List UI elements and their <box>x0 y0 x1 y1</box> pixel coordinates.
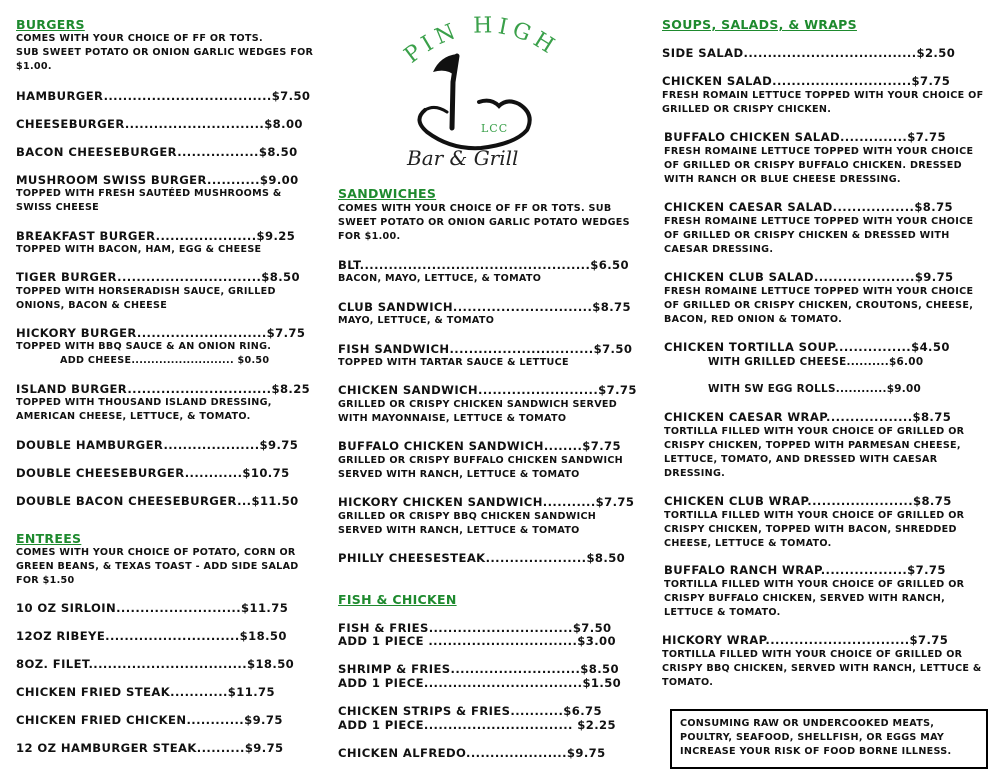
item-description: CRISPY BUFFALO CHICKEN, SERVED WITH RANCH, <box>664 593 946 604</box>
burgers-intro: $1.00. <box>16 61 52 72</box>
pin-high-logo <box>395 10 575 180</box>
burgers-intro: COMES WITH YOUR CHOICE OF FF OR TOTS. <box>16 33 263 44</box>
menu-item: HICKORY BURGER...........................$7.75 <box>16 326 306 340</box>
menu-item: 12 OZ HAMBURGER STEAK..........$9.75 <box>16 741 284 755</box>
item-description: SERVED WITH RANCH, LETTUCE & TOMATO <box>338 525 580 536</box>
sandwiches-heading: SANDWICHES <box>338 186 437 201</box>
menu-item: BACON CHEESEBURGER.................$8.50 <box>16 145 298 159</box>
item-description: FRESH ROMAINE LETTUCE TOPPED WITH YOUR CHOICE <box>664 286 974 297</box>
burgers-heading: BURGERS <box>16 17 85 32</box>
menu-item: CHICKEN TORTILLA SOUP................$4.50 <box>664 340 950 354</box>
item-description: FRESH ROMAINE LETTUCE TOPPED WITH YOUR CHOICE <box>664 146 974 157</box>
item-description: TOPPED WITH TARTAR SAUCE & LETTUCE <box>338 357 569 368</box>
svg-text:PIN HIGH: PIN HIGH <box>399 13 563 69</box>
item-description: SWISS CHEESE <box>16 202 100 213</box>
item-description: GRILLED OR CRISPY CHICKEN. <box>662 104 832 115</box>
logo-subtitle: Bar & Grill <box>407 146 519 170</box>
notice-line: CONSUMING RAW OR UNDERCOOKED MEATS, <box>680 718 935 729</box>
item-description: OF GRILLED OR CRISPY BUFFALO CHICKEN. DRESSED <box>664 160 962 171</box>
menu-item: CHICKEN CAESAR SALAD.................$8.75 <box>664 200 954 214</box>
sandwiches-intro: SWEET POTATO OR ONION GARLIC POTATO WEDGES <box>338 217 630 228</box>
item-description: TOMATO. <box>662 677 714 688</box>
entrees-intro: GREEN BEANS, & TEXAS TOAST - ADD SIDE SALAD <box>16 561 299 572</box>
menu-item: DOUBLE BACON CHEESEBURGER...$11.50 <box>16 494 299 508</box>
item-description: CHEESE, LETTUCE & TOMATO. <box>664 538 832 549</box>
menu-item: CHICKEN FRIED STEAK............$11.75 <box>16 685 275 699</box>
entrees-heading: ENTREES <box>16 531 82 546</box>
item-description: TOPPED WITH THOUSAND ISLAND DRESSING, <box>16 397 272 408</box>
item-description: TOPPED WITH BBQ SAUCE & AN ONION RING. <box>16 341 272 352</box>
menu-item: ISLAND BURGER..............................$8.25 <box>16 382 311 396</box>
menu-item: 8OZ. FILET.................................$18.50 <box>16 657 295 671</box>
item-description: TOPPED WITH BACON, HAM, EGG & CHEESE <box>16 244 262 255</box>
notice-line: POULTRY, SEAFOOD, SHELLFISH, OR EGGS MAY <box>680 732 945 743</box>
item-description: CRISPY BBQ CHICKEN, SERVED WITH RANCH, LETTUCE & <box>662 663 982 674</box>
menu-item: DOUBLE HAMBURGER....................$9.75 <box>16 438 299 452</box>
menu-item: FISH & FRIES..............................$7.50 <box>338 621 612 635</box>
menu-item: FISH SANDWICH..............................$7.50 <box>338 342 633 356</box>
soups-salads-wraps-heading: SOUPS, SALADS, & WRAPS <box>662 17 857 32</box>
item-description: BACON, MAYO, LETTUCE, & TOMATO <box>338 273 542 284</box>
menu-item: DOUBLE CHEESEBURGER............$10.75 <box>16 466 290 480</box>
menu-item: CHICKEN CLUB WRAP......................$8.75 <box>664 494 952 508</box>
menu-item: CHICKEN FRIED CHICKEN............$9.75 <box>16 713 283 727</box>
menu-item: HICKORY CHICKEN SANDWICH...........$7.75 <box>338 495 635 509</box>
menu-item: HICKORY WRAP..............................$7.75 <box>662 633 949 647</box>
entrees-intro: COMES WITH YOUR CHOICE OF POTATO, CORN OR <box>16 547 296 558</box>
menu-item: BUFFALO CHICKEN SALAD..............$7.75 <box>664 130 946 144</box>
menu-item: CHICKEN STRIPS & FRIES...........$6.75 <box>338 704 602 718</box>
menu-item: CHICKEN ALFREDO.....................$9.75 <box>338 746 606 760</box>
menu-item: ADD 1 PIECE ...............................$3.00 <box>338 634 616 648</box>
menu-item: 12OZ RIBEYE............................$18.50 <box>16 629 287 643</box>
menu-item: CHEESEBURGER.............................$8.00 <box>16 117 303 131</box>
item-description: FRESH ROMAINE LETTUCE TOPPED WITH YOUR CHOICE <box>664 216 974 227</box>
sandwiches-intro: FOR $1.00. <box>338 231 401 242</box>
item-description: TORTILLA FILLED WITH YOUR CHOICE OF GRILLED OR <box>664 579 965 590</box>
item-description: GRILLED OR CRISPY CHICKEN SANDWICH SERVED <box>338 399 618 410</box>
item-description: OF GRILLED OR CRISPY CHICKEN & DRESSED WITH <box>664 230 950 241</box>
item-description: DRESSING. <box>664 468 726 479</box>
item-description: GRILLED OR CRISPY BUFFALO CHICKEN SANDWICH <box>338 455 624 466</box>
menu-item: CHICKEN CLUB SALAD.....................$9.75 <box>664 270 954 284</box>
notice-line: INCREASE YOUR RISK OF FOOD BORNE ILLNESS. <box>680 746 952 757</box>
entrees-intro: FOR $1.50 <box>16 575 75 586</box>
item-description: TORTILLA FILLED WITH YOUR CHOICE OF GRILLED OR <box>662 649 963 660</box>
logo-club-text: LCC <box>481 122 509 135</box>
menu-item: CHICKEN SALAD.............................$7.75 <box>662 74 951 88</box>
menu-item: MUSHROOM SWISS BURGER...........$9.00 <box>16 173 299 187</box>
menu-item: CHICKEN CAESAR WRAP..................$8.75 <box>664 410 952 424</box>
item-description: TOPPED WITH HORSERADISH SAUCE, GRILLED <box>16 286 276 297</box>
item-description: BACON, RED ONION & TOMATO. <box>664 314 843 325</box>
menu-item: 10 OZ SIRLOIN..........................$11.75 <box>16 601 289 615</box>
item-description: TOPPED WITH FRESH SAUTÉED MUSHROOMS & <box>16 188 282 199</box>
item-description: WITH RANCH OR BLUE CHEESE DRESSING. <box>664 174 901 185</box>
soup-extra: WITH GRILLED CHEESE..........$6.00 <box>708 356 924 368</box>
item-description: SERVED WITH RANCH, LETTUCE & TOMATO <box>338 469 580 480</box>
burgers-intro: SUB SWEET POTATO OR ONION GARLIC WEDGES FOR <box>16 47 314 58</box>
item-description: TORTILLA FILLED WITH YOUR CHOICE OF GRILLED OR <box>664 426 965 437</box>
item-description: OF GRILLED OR CRISPY CHICKEN, CROUTONS, CHEESE, <box>664 300 974 311</box>
item-description: FRESH ROMAIN LETTUCE TOPPED WITH YOUR CHOICE OF <box>662 90 984 101</box>
menu-item: BUFFALO CHICKEN SANDWICH........$7.75 <box>338 439 621 453</box>
item-description: TORTILLA FILLED WITH YOUR CHOICE OF GRILLED OR <box>664 510 965 521</box>
item-description: ONIONS, BACON & CHEESE <box>16 300 168 311</box>
item-description: LETTUCE & TOMATO. <box>664 607 781 618</box>
item-description: CRISPY CHICKEN, TOPPED WITH PARMESAN CHEESE, <box>664 440 961 451</box>
food-safety-notice <box>670 709 988 769</box>
menu-item: CHICKEN SANDWICH.........................$7.75 <box>338 383 637 397</box>
item-description: CAESAR DRESSING. <box>664 244 774 255</box>
menu-item: ADD 1 PIECE.................................$1.50 <box>338 676 622 690</box>
menu-item: ADD 1 PIECE............................... $2.25 <box>338 718 616 732</box>
item-description: CRISPY CHICKEN, TOPPED WITH BACON, SHREDDED <box>664 524 957 535</box>
item-description: LETTUCE, TOMATO, AND DRESSED WITH CAESAR <box>664 454 938 465</box>
menu-item: HAMBURGER...................................$7.50 <box>16 89 311 103</box>
menu-item: PHILLY CHEESESTEAK.....................$8.50 <box>338 551 626 565</box>
menu-item: BUFFALO RANCH WRAP..................$7.75 <box>664 563 946 577</box>
menu-item: CLUB SANDWICH.............................$8.75 <box>338 300 631 314</box>
sandwiches-intro: COMES WITH YOUR CHOICE OF FF OR TOTS. SUB <box>338 203 612 214</box>
menu-item: BREAKFAST BURGER.....................$9.25 <box>16 229 296 243</box>
menu-item: SIDE SALAD....................................$2.50 <box>662 46 956 60</box>
add-cheese-line: ADD CHEESE.......................... $0.50 <box>60 355 270 366</box>
menu-item: BLT................................................$6.50 <box>338 258 629 272</box>
item-description: GRILLED OR CRISPY BBQ CHICKEN SANDWICH <box>338 511 597 522</box>
menu-item: TIGER BURGER..............................$8.50 <box>16 270 300 284</box>
menu-item: SHRIMP & FRIES...........................$8.50 <box>338 662 619 676</box>
item-description: AMERICAN CHEESE, LETTUCE, & TOMATO. <box>16 411 251 422</box>
soup-extra: WITH SW EGG ROLLS............$9.00 <box>708 383 922 395</box>
item-description: WITH MAYONNAISE, LETTUCE & TOMATO <box>338 413 567 424</box>
item-description: MAYO, LETTUCE, & TOMATO <box>338 315 495 326</box>
fish-chicken-heading: FISH & CHICKEN <box>338 592 457 607</box>
